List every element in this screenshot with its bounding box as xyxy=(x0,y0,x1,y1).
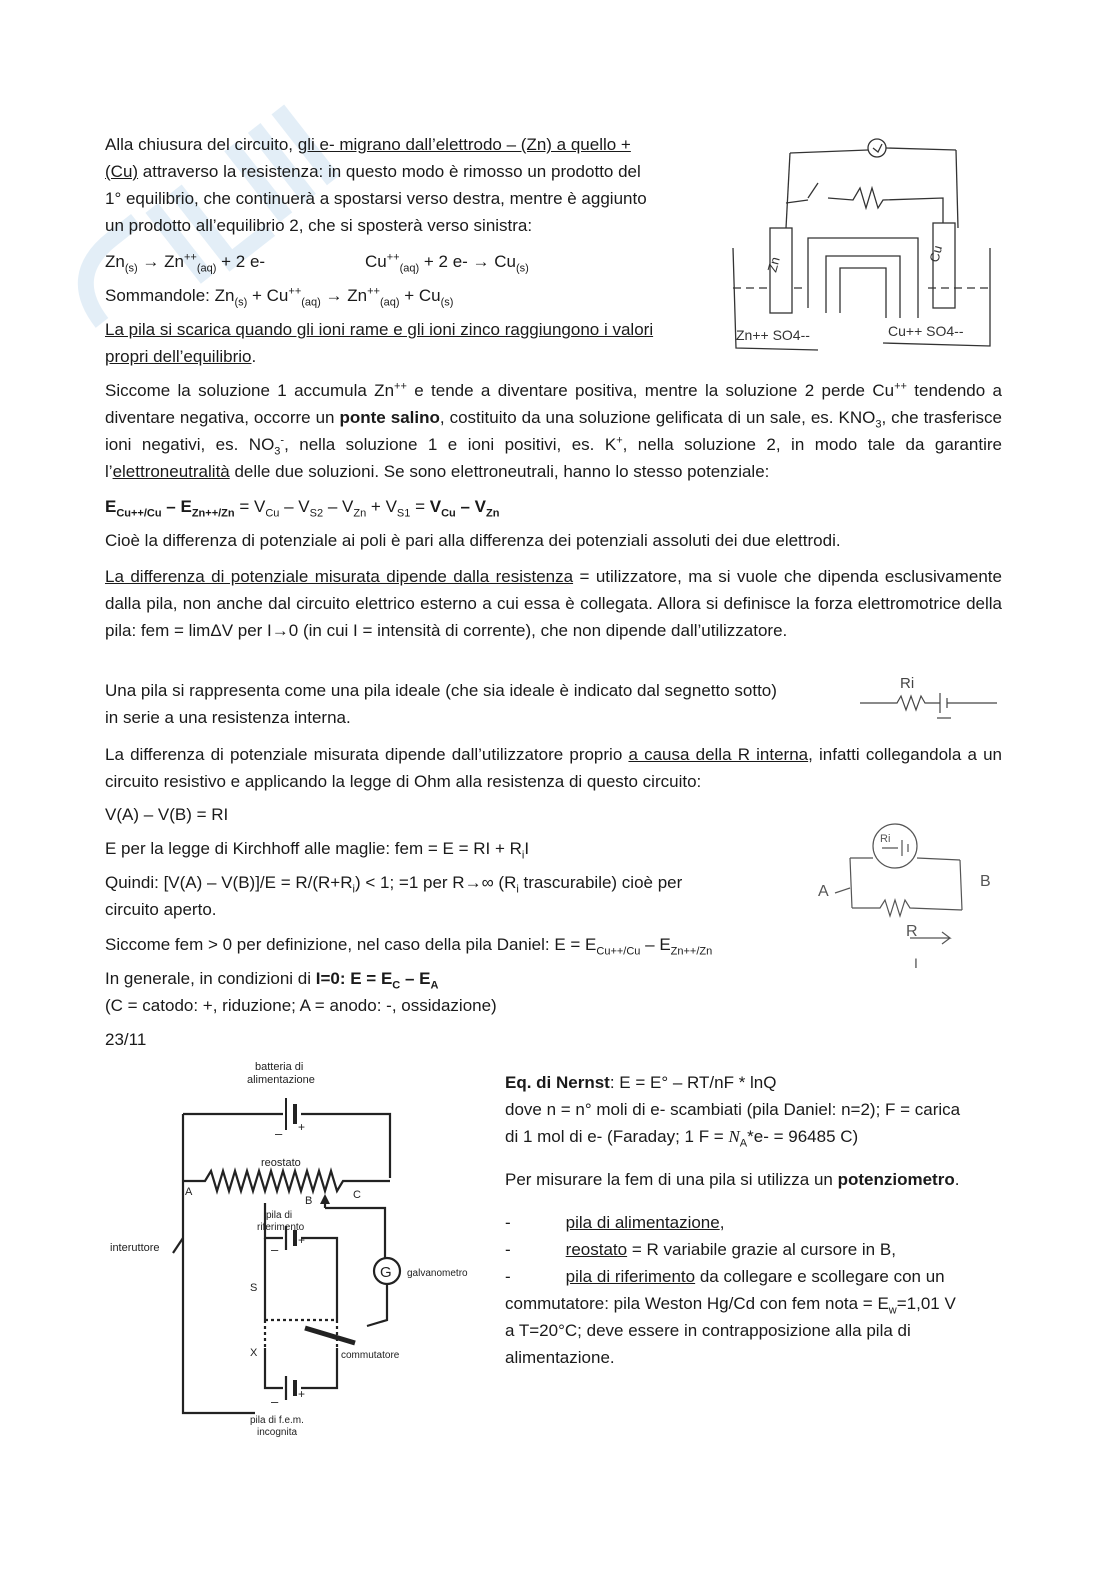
potentiometer-diagram xyxy=(105,1058,485,1443)
reference-label-1: pila di xyxy=(266,1210,293,1221)
para-circuit-line3: 1° equilibrio, che continuerà a spostarsi verso destra, mentre è aggiunto xyxy=(105,189,647,208)
internal-resistance-sketch xyxy=(855,668,1003,722)
para-ideal-cell-line1: Una pila si rappresenta come una pila ideale (che sia ideale è indicato dal segnetto sotto) xyxy=(105,681,777,700)
para-difference: Cioè la differenza di potenziale ai poli è pari alla differenza dei potenziali assoluti dei due elettrodi. xyxy=(105,531,841,550)
battery-minus: – xyxy=(275,1126,283,1141)
para-circuit-line2 xyxy=(105,161,641,183)
fem-daniel: Siccome fem > 0 per definizione, nel caso della pila Daniel: $E = E_{Cu++/Cu} - E_{Zn++/Zn}$ xyxy=(105,935,713,958)
ref-minus: – xyxy=(271,1242,279,1257)
zn-label: Zn xyxy=(764,255,783,274)
solution2-label: Cu++ SO4-- xyxy=(888,323,964,339)
text: attraverso la resistenza: in questo modo è rimosso un prodotto del xyxy=(138,162,641,181)
equation-sum: Sommandole: $Zn_{(s)} + Cu^{++}_{(aq)} \to Zn^{++}_{(aq)} + Cu_{(s)}$ xyxy=(105,285,454,309)
daniell-cell-sketch xyxy=(728,128,996,360)
rheostat-label: reostato xyxy=(261,1157,301,1169)
ri-circle-label: Ri xyxy=(880,833,891,845)
commutator-label: commutatore xyxy=(341,1350,400,1361)
general-condition: In generale, in condizioni di I=0: $E = E_C - E_A$ xyxy=(105,969,439,992)
cu-label: Cu xyxy=(926,243,946,264)
para-discharge-line1: La pila si scarica quando gli ioni rame e gli ioni zinco raggiungono i valori xyxy=(105,320,654,339)
solution1-label: Zn++ SO4-- xyxy=(736,327,810,343)
node-c: C xyxy=(353,1189,361,1201)
nernst-line2: dove n = n° moli di e- scambiati (pila Daniel: n=2); F = carica xyxy=(505,1100,961,1119)
text-underlined: (Cu) xyxy=(105,162,139,181)
list-item: - pila di alimentazione, xyxy=(505,1213,725,1232)
battery-plus: + xyxy=(298,1120,306,1134)
nernst-equation: Eq. di Nernst: E = E° – RT/nF * lnQ xyxy=(505,1073,777,1092)
ohm-law: V(A) – V(B) = RI xyxy=(105,805,229,824)
nernst-line3: di 1 mol di e- (Faraday; 1 $F = N_A*e- = 96485$ C) xyxy=(505,1127,859,1150)
para-internal-r: La differenza di potenziale misurata dipende dall’utilizzatore proprio a causa della R interna, infatti collegandola a un circuito resistivo e applicando la legge di Ohm alla resistenza di questo circuito: xyxy=(105,745,1002,791)
list-item: - pila di riferimento da collegare e scollegare con un xyxy=(505,1267,945,1286)
switch-label: interuttore xyxy=(110,1242,160,1254)
galvanometer-label: galvanometro xyxy=(407,1268,468,1279)
list-item: - reostato = R variabile grazie al cursore in B, xyxy=(505,1240,896,1259)
cathode-anode-note: (C = catodo: +, riduzione; A = anodo: -, ossidazione) xyxy=(105,996,497,1015)
unknown-plus: + xyxy=(298,1387,306,1401)
unknown-label-1: pila di f.e.m. xyxy=(250,1415,304,1426)
para-salt-bridge: Siccome la soluzione 1 accumula Zn++ e tende a diventare positiva, mentre la soluzione 2 perde Cu++ tendendo a diventare negativa, occorre un ponte salino, costituito da una soluzione gelificata di un sale, es. $KNO_3$, che trasferisce ioni negativi, es. $NO_3^-$, nella soluzione 1 e ioni positivi, es. K+, nella soluzione 2, in modo tale da garantire l’elettroneutralità delle due soluzioni. Se sono elettroneutrali, hanno lo stesso potenziale: xyxy=(105,380,1002,481)
text-underlined: gli e- migrano dall’elettrodo – (Zn) a quello + xyxy=(297,135,631,154)
battery-label-1: batteria di xyxy=(255,1061,304,1073)
para-fem-definition: La differenza di potenziale misurata dipende dalla resistenza = utilizzatore, ma si vuole che dipenda esclusivamente dalla pila, non anche dal circuito elettrico esterno a cui essa è collegata. Allora si definisce la forza elettromotrice della pila: fem = limΔV per I→0 (in cui I = intensità di corrente), che non dipende dall’utilizzatore. xyxy=(105,567,1002,640)
node-b-label: B xyxy=(980,873,991,890)
kirchhoff-law: E per la legge di Kirchhoff alle maglie: fem = E = RI + $R_iI$ xyxy=(105,839,530,862)
para-circuit-line4: un prodotto all’equilibrio 2, che si sposterà verso sinistra: xyxy=(105,216,533,235)
unknown-minus: – xyxy=(271,1394,279,1409)
battery-label-2: alimentazione xyxy=(247,1074,315,1086)
circuit-sketch xyxy=(810,818,1006,980)
switch-s-label: S xyxy=(250,1282,258,1294)
node-a-label: A xyxy=(818,883,829,900)
text: Alla chiusura del circuito, xyxy=(105,135,298,154)
node-b: B xyxy=(305,1195,313,1207)
list-cont-line1: commutatore: pila Weston Hg/Cd con fem nota = $E_w=1,01$ V xyxy=(505,1294,956,1317)
ratio-formula: Quindi: $[V(A) - V(B)]/E = R/(R+R_i) < 1$; =1 per R→∞ ($R_i$ trascurabile) cioè per xyxy=(105,873,683,896)
node-a: A xyxy=(185,1186,193,1198)
equation-zn-oxidation: $Zn_{(s)} \to Zn^{++}_{(aq)} + 2$ e- xyxy=(105,251,266,275)
para-discharge-line2: propri dell’equilibrio. xyxy=(105,347,257,366)
switch-x-label: X xyxy=(250,1347,258,1359)
ref-plus: + xyxy=(298,1233,306,1247)
para-ideal-cell-line2: in serie a una resistenza interna. xyxy=(105,708,351,727)
unknown-label-2: incognita xyxy=(257,1427,298,1438)
ri-label: Ri xyxy=(900,675,915,692)
i-label: I xyxy=(914,955,918,971)
list-cont-line3: alimentazione. xyxy=(505,1348,615,1367)
date-label: 23/11 xyxy=(105,1030,147,1049)
equation-cu-reduction: $Cu^{++}_{(aq)} + 2$ $e- \to Cu_{(s)}$ xyxy=(365,251,529,275)
list-cont-line2: a T=20°C; deve essere in contrapposizione alla pila di xyxy=(505,1321,911,1340)
r-label: R xyxy=(906,923,918,940)
reference-label-2: riferimento xyxy=(257,1222,305,1233)
para-circuit-line1 xyxy=(105,134,631,156)
potentiometer-intro: Per misurare la fem di una pila si utilizza un potenziometro. xyxy=(505,1170,960,1189)
galvanometer-g: G xyxy=(380,1264,392,1281)
equation-potentials: $E_{Cu++/Cu} - E_{Zn++/Zn} = V_{Cu} - V_{S2} - V_{Zn} + V_{S1} = V_{Cu} - V_{Zn}$ xyxy=(105,497,500,520)
open-circuit: circuito aperto. xyxy=(105,900,217,919)
